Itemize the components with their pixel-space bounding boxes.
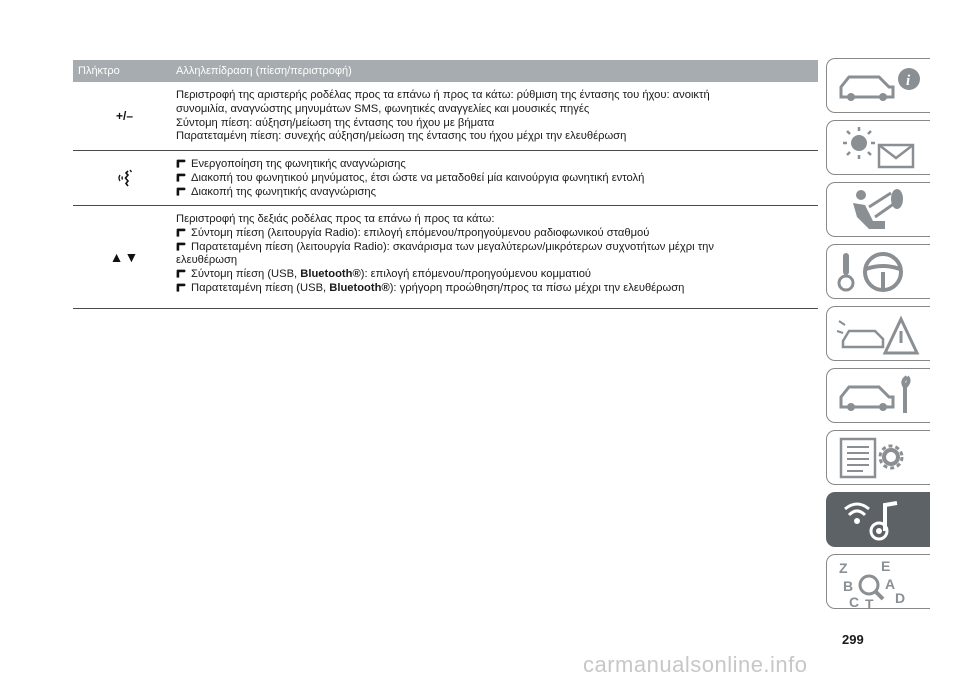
text-line: Παρατεταμένη πίεση: συνεχής αύξηση/μείωση της έντασης του ήχου μέχρι την ελευθέρωση [176,130,627,143]
function-cell [176,206,818,308]
svg-text:T: T [865,596,874,609]
table-row [73,82,818,151]
list-item-text: ): επιλογή επόμενου/προηγούμενου κομματιού [360,268,592,281]
phone-icon [176,228,186,237]
phone-icon [176,187,186,196]
tab-maintenance[interactable] [826,368,930,423]
table-row [73,206,818,309]
multimedia-icon [835,497,925,543]
function-cell [176,151,818,205]
list-item [176,227,818,241]
tab-multimedia[interactable] [826,492,930,547]
text-line: Σύντομη πίεση: αύξηση/μείωση της έντασης του ήχου με βήματα [176,116,495,129]
car-maintenance-icon [835,373,925,419]
list-item-bold: Bluetooth® [300,268,361,281]
list-item-text: Σύντομη πίεση (λειτουργία Radio): επιλογή επόμενου/προηγούμενου ραδιοφωνικού σταθμού [191,226,650,239]
tab-seat-airbag[interactable] [826,182,930,237]
function-cell [176,82,818,150]
svg-text:Z: Z [839,560,848,576]
text-line: συνομιλία, αναγνώστης μηνυμάτων SMS, φωνητικές αναγγελίες και μουσικές πηγές [176,102,590,115]
controls-table [73,60,818,309]
voice-command-icon [115,168,135,188]
warning-lights-messages-icon [835,125,925,171]
table-row [73,151,818,206]
text-line: Περιστροφή της αριστερής ροδέλας προς τα επάνω ή προς τα κάτω: ρύθμιση της έντασης του ήχου: ανοικτή [176,89,710,101]
svg-text:E: E [881,559,891,574]
text-line: Περιστροφή της δεξιάς ροδέλας προς τα επάνω ή προς τα κάτω: [176,213,495,225]
tab-car-info[interactable] [826,58,930,113]
key-voice [73,151,176,205]
list-item [176,268,818,282]
list-item [176,172,818,186]
svg-text:C: C [849,594,860,609]
list-item-text: ): γρήγορη προώθηση/προς τα πίσω μέχρι την ελευθέρωση [389,281,685,294]
index-icon [835,559,925,609]
key-volume: +/– [115,109,133,123]
key-seek: ▲▼ [109,249,140,265]
list-item-text: Ενεργοποίηση της φωνητικής αναγνώρισης [191,158,406,170]
car-info-icon [835,63,925,109]
list-item-text: Σύντομη πίεση (USB, [191,268,301,281]
svg-text:B: B [843,578,854,594]
phone-icon [176,159,186,168]
header-key: Πλήκτρο [78,65,120,77]
list-item-text: Παρατεταμένη πίεση (λειτουργία Radio): σκανάρισμα των μεγαλύτερων/μικρότερων συχνοτήτων μέχρι την ελευθέρωση [176,240,714,267]
seat-airbag-icon [835,187,925,233]
steering-wheel-key-icon [835,249,925,295]
tab-index[interactable] [826,554,930,609]
phone-icon [176,242,186,251]
tab-warning-lights[interactable] [826,120,930,175]
svg-text:A: A [885,576,896,592]
svg-text:D: D [895,590,906,606]
list-item [176,158,818,172]
list-item-text: Παρατεταμένη πίεση (USB, [191,281,330,294]
emergency-triangle-icon [835,311,925,357]
list-item-text: Διακοπή του φωνητικού μηνύματος, έτσι ώστε να μεταδοθεί μία καινούργια φωνητική εντολή [191,171,645,184]
tab-technical-data[interactable] [826,430,930,485]
phone-icon [176,269,186,278]
list-item [176,282,818,296]
page-number: 299 [842,632,864,647]
watermark: carmanualsonline.info [583,652,808,677]
header-function: Αλληλεπίδραση (πίεση/περιστροφή) [176,65,352,77]
tab-steering[interactable] [826,244,930,299]
technical-data-icon [835,435,925,481]
list-item [176,241,776,269]
list-item-text: Διακοπή της φωνητικής αναγνώρισης [191,185,376,198]
phone-icon [176,283,186,292]
list-item [176,186,818,200]
phone-icon [176,173,186,182]
list-item-bold: Bluetooth® [329,281,390,294]
table-header [73,60,818,82]
tab-emergency[interactable] [826,306,930,361]
svg-text:i: i [906,73,911,89]
